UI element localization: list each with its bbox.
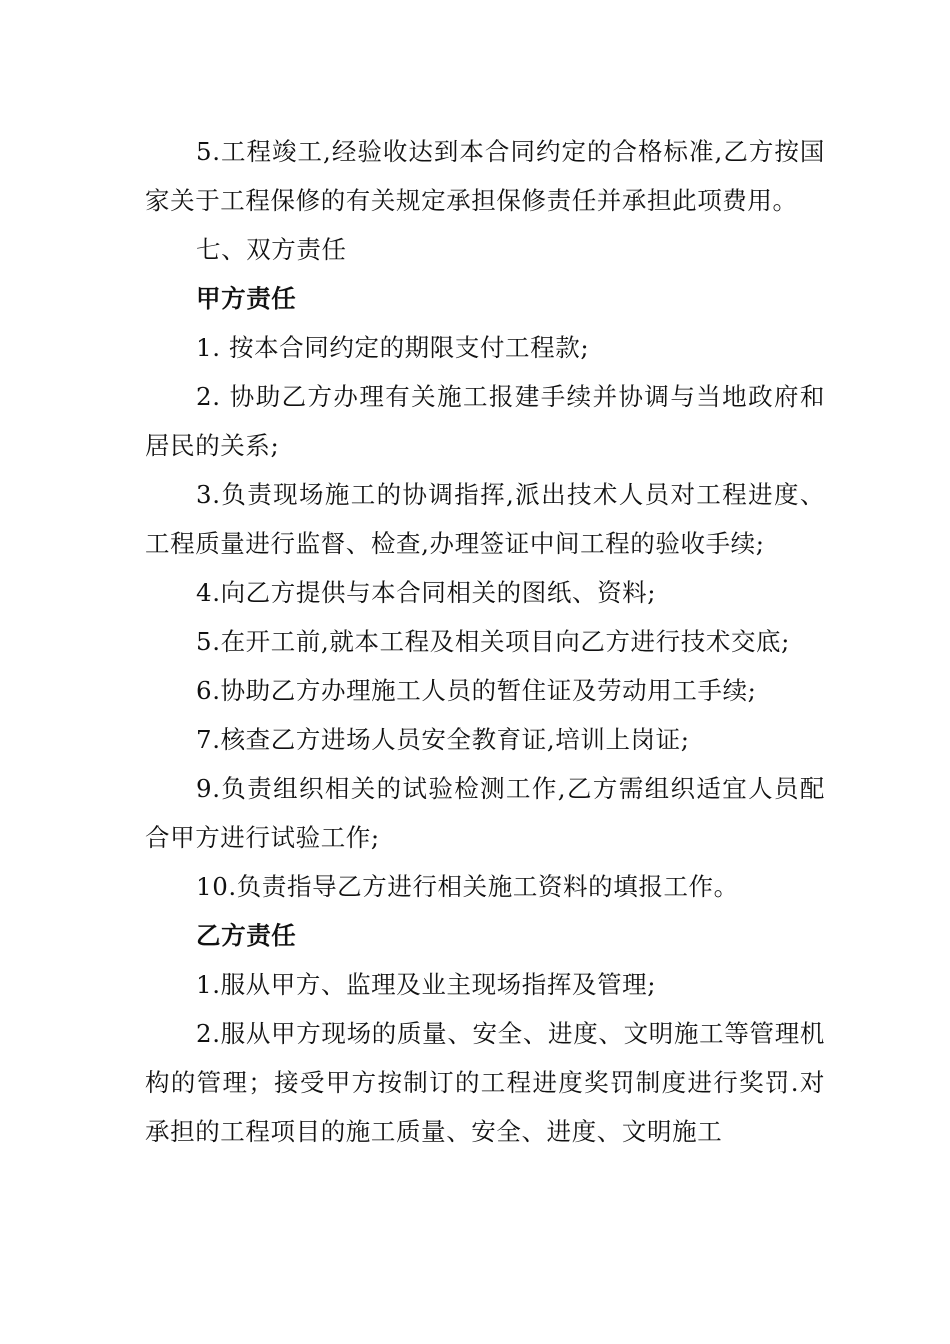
party-a-item-9: 9.负责组织相关的试验检测工作,乙方需组织适宜人员配合甲方进行试验工作; xyxy=(145,774,825,852)
party-a-item-5: 5.在开工前,就本工程及相关项目向乙方进行技术交底; xyxy=(196,627,791,656)
party-a-item-4: 4.向乙方提供与本合同相关的图纸、资料; xyxy=(196,578,657,607)
party-b-item-1: 1.服从甲方、监理及业主现场指挥及管理; xyxy=(196,970,657,999)
subheading-party-b-responsibilities: 乙方责任 xyxy=(196,921,297,950)
party-a-item-7: 7.核查乙方进场人员安全教育证,培训上岗证; xyxy=(196,725,690,754)
party-a-item-6: 6.协助乙方办理施工人员的暂住证及劳动用工手续; xyxy=(196,676,757,705)
paragraph-warranty: 5.工程竣工,经验收达到本合同约定的合格标准,乙方按国家关于工程保修的有关规定承担保修责任并承担此项费用。 xyxy=(145,137,825,215)
party-a-item-2: 2. 协助乙方办理有关施工报建手续并协调与当地政府和居民的关系; xyxy=(145,382,825,460)
party-a-item-10: 10.负责指导乙方进行相关施工资料的填报工作。 xyxy=(196,872,739,901)
party-a-item-1: 1. 按本合同约定的期限支付工程款; xyxy=(196,333,590,362)
subheading-party-a-responsibilities: 甲方责任 xyxy=(196,284,297,313)
document-body xyxy=(145,127,825,1156)
section-heading-mutual-responsibilities: 七、双方责任 xyxy=(196,235,347,264)
party-b-item-2: 2.服从甲方现场的质量、安全、进度、文明施工等管理机构的管理；接受甲方按制订的工程进度奖罚制度进行奖罚.对承担的工程项目的施工质量、安全、进度、文明施工 xyxy=(145,1019,825,1146)
party-a-item-3: 3.负责现场施工的协调指挥,派出技术人员对工程进度、工程质量进行监督、检查,办理签证中间工程的验收手续; xyxy=(145,480,825,558)
